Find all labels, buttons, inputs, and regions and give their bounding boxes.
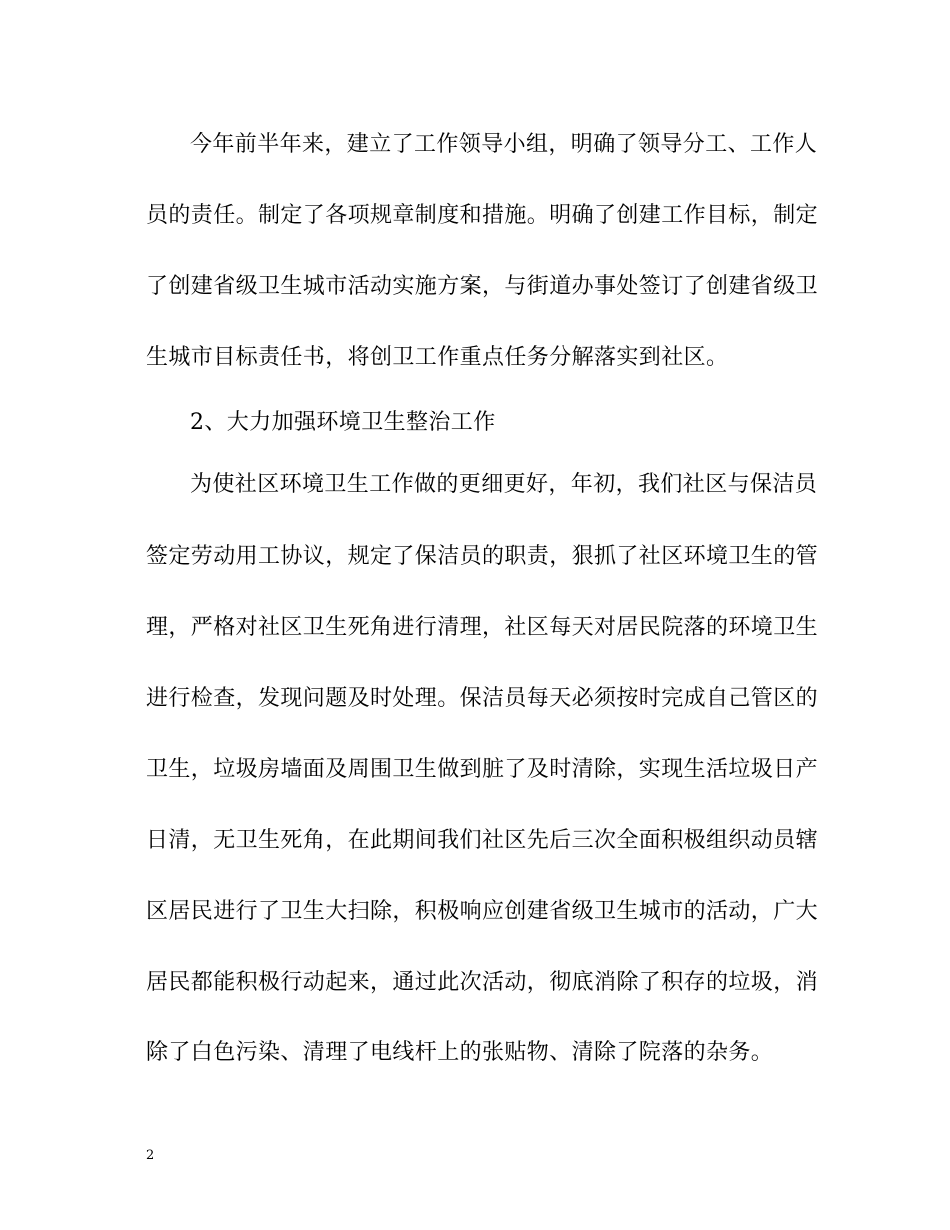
- paragraph-2-line-1: 为使社区环境卫生工作做的更细更好，年初，我们社区与保洁员: [190, 472, 818, 497]
- page-number: 2: [146, 1148, 155, 1163]
- paragraph-1-line-4: 生城市目标责任书，将创卫工作重点任务分解落实到社区。: [146, 345, 729, 370]
- paragraph-2-line-6: 日清，无卫生死角，在此期间我们社区先后三次全面积极组织动员辖: [146, 828, 819, 853]
- paragraph-2-line-7: 区居民进行了卫生大扫除，积极响应创建省级卫生城市的活动，广大: [146, 899, 819, 924]
- paragraph-2-line-9: 除了白色污染、清理了电线杆上的张贴物、清除了院落的杂务。: [146, 1040, 774, 1065]
- paragraph-2-line-2: 签定劳动用工协议，规定了保洁员的职责，狠抓了社区环境卫生的管: [146, 544, 819, 569]
- paragraph-2-line-4: 进行检查，发现问题及时处理。保洁员每天必须按时完成自己管区的: [146, 686, 819, 711]
- paragraph-2-line-5: 卫生，垃圾房墙面及周围卫生做到脏了及时清除，实现生活垃圾日产: [146, 757, 819, 782]
- paragraph-1-line-2: 员的责任。制定了各项规章制度和措施。明确了创建工作目标，制定: [146, 203, 819, 228]
- paragraph-1-line-3: 了创建省级卫生城市活动实施方案，与街道办事处签订了创建省级卫: [146, 274, 819, 299]
- paragraph-2-line-3: 理，严格对社区卫生死角进行清理，社区每天对居民院落的环境卫生: [146, 615, 819, 640]
- paragraph-2-line-8: 居民都能积极行动起来，通过此次活动，彻底消除了积存的垃圾，消: [146, 970, 819, 995]
- section-heading: 2、大力加强环境卫生整治工作: [190, 410, 496, 435]
- paragraph-1-line-1: 今年前半年来，建立了工作领导小组，明确了领导分工、工作人: [190, 132, 818, 157]
